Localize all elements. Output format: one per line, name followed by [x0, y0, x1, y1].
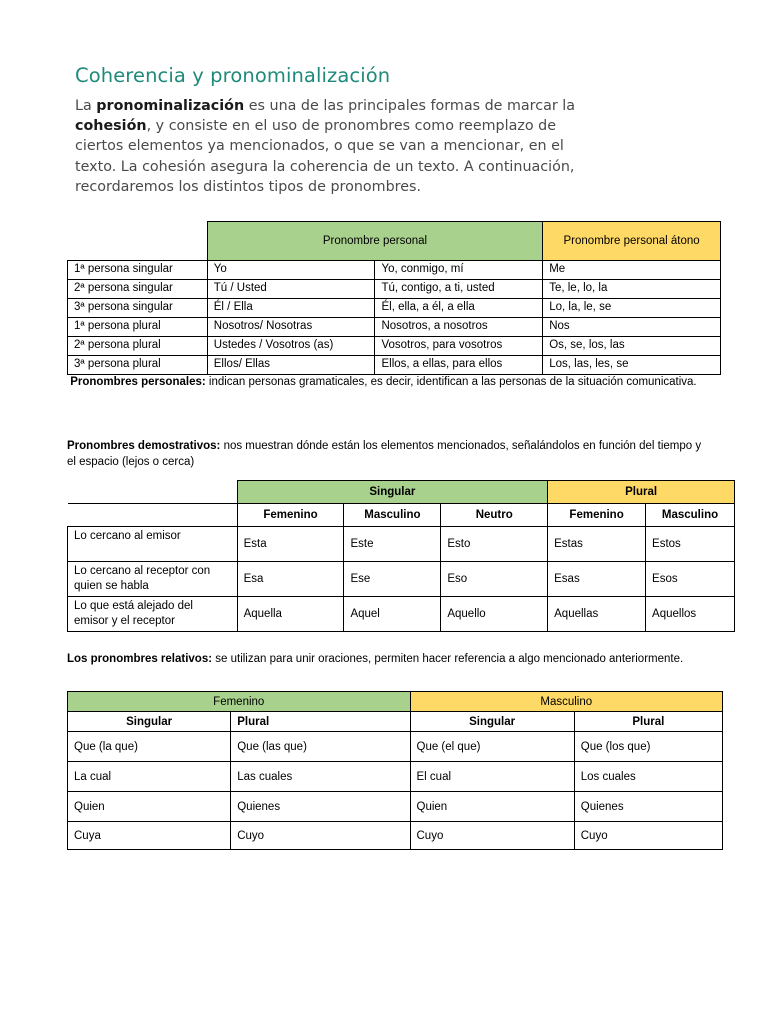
atonic-cell: Te, le, lo, la: [543, 280, 721, 299]
persona-cell: 1ª persona plural: [68, 318, 208, 337]
table-row: [68, 732, 723, 762]
header-pronombre-atono: Pronombre personal átono: [543, 222, 721, 261]
table-header-row: [68, 222, 721, 261]
table-cell: Quienes: [231, 792, 410, 822]
group-masculino: Masculino: [410, 692, 723, 712]
table-row: [68, 318, 721, 337]
table-cell: Aquello: [441, 597, 548, 632]
table-cell: Esos: [646, 562, 735, 597]
column-header: Masculino: [646, 504, 735, 527]
table-header-row: [68, 504, 735, 527]
section-term: Los pronombres relativos:: [67, 653, 213, 665]
table-row: [68, 822, 723, 850]
personales-description: [67, 374, 707, 390]
table-row: [68, 356, 721, 375]
section-text: nos muestran dónde están los elementos mencionados, señalándolos en función del tiempo y el espacio (lejos o cerca): [67, 440, 702, 468]
table-cell: Esas: [548, 562, 646, 597]
table-row: [68, 337, 721, 356]
section-term: Pronombres personales:: [70, 376, 206, 388]
atonic-cell: Os, se, los, las: [543, 337, 721, 356]
tonic-cell: Nosotros, a nosotros: [375, 318, 543, 337]
column-header: Plural: [231, 712, 410, 732]
table-cell: Quien: [410, 792, 574, 822]
persona-cell: 2ª persona singular: [68, 280, 208, 299]
intro-term: pronominalización: [96, 98, 245, 114]
intro-text: , y consiste en el uso de pronombres como reemplazo de ciertos elementos ya mencionados, o que se van a mencionar, en el texto. La cohesión asegura la coherencia de un texto. A continuación, recordaremos los distintos tipos de pronombres.: [75, 118, 575, 195]
relativos-description: [67, 651, 707, 667]
pronoun-cell: Ustedes / Vosotros (as): [207, 337, 375, 356]
row-label: Lo que está alejado del emisor y el receptor: [68, 597, 238, 632]
table-cell: Que (los que): [574, 732, 722, 762]
table-cell: Eso: [441, 562, 548, 597]
table-row: [68, 762, 723, 792]
atonic-cell: Lo, la, le, se: [543, 299, 721, 318]
table-row: [68, 562, 735, 597]
table-cell: Cuyo: [410, 822, 574, 850]
section-term: Pronombres demostrativos:: [67, 440, 221, 452]
table-cell: Esa: [237, 562, 344, 597]
intro-paragraph: [75, 96, 595, 197]
table-cell: El cual: [410, 762, 574, 792]
empty-cell: [68, 504, 238, 527]
empty-cell: [68, 222, 208, 261]
table-cell: Cuya: [68, 822, 231, 850]
persona-cell: 2ª persona plural: [68, 337, 208, 356]
persona-cell: 1ª persona singular: [68, 261, 208, 280]
table-cell: Estos: [646, 527, 735, 562]
column-header: Singular: [410, 712, 574, 732]
group-plural: Plural: [548, 481, 735, 504]
table-row: [68, 299, 721, 318]
personal-pronouns-table: [67, 221, 721, 375]
table-cell: Aquel: [344, 597, 441, 632]
table-cell: Cuyo: [574, 822, 722, 850]
table-row: [68, 597, 735, 632]
table-row: [68, 280, 721, 299]
table-cell: Ese: [344, 562, 441, 597]
section-text: indican personas gramaticales, es decir, identifican a las personas de la situación comunicativa.: [205, 376, 697, 388]
table-cell: Esto: [441, 527, 548, 562]
column-header: Femenino: [237, 504, 344, 527]
column-header: Plural: [574, 712, 722, 732]
table-row: [68, 261, 721, 280]
pronoun-cell: Nosotros/ Nosotras: [207, 318, 375, 337]
row-label: Lo cercano al receptor con quien se habla: [68, 562, 238, 597]
table-cell: Las cuales: [231, 762, 410, 792]
table-cell: Quienes: [574, 792, 722, 822]
table-cell: Aquellas: [548, 597, 646, 632]
table-cell: Estas: [548, 527, 646, 562]
intro-text: La: [75, 98, 97, 114]
column-header: Femenino: [548, 504, 646, 527]
table-cell: La cual: [68, 762, 231, 792]
atonic-cell: Nos: [543, 318, 721, 337]
row-label: Lo cercano al emisor: [68, 527, 238, 562]
relative-pronouns-table: [67, 691, 723, 850]
tonic-cell: Yo, conmigo, mí: [375, 261, 543, 280]
table-cell: Que (el que): [410, 732, 574, 762]
column-header: Singular: [68, 712, 231, 732]
table-cell: Quien: [68, 792, 231, 822]
table-cell: Cuyo: [231, 822, 410, 850]
table-row: [68, 527, 735, 562]
intro-term: cohesión: [75, 118, 147, 135]
tonic-cell: Él, ella, a él, a ella: [375, 299, 543, 318]
table-cell: Los cuales: [574, 762, 722, 792]
column-header: Neutro: [441, 504, 548, 527]
pronoun-cell: Ellos/ Ellas: [207, 356, 375, 375]
table-group-row: [68, 692, 723, 712]
group-femenino: Femenino: [68, 692, 411, 712]
demostrativos-description: [67, 438, 707, 470]
table-row: [68, 792, 723, 822]
column-header: Masculino: [344, 504, 441, 527]
section-text: se utilizan para unir oraciones, permiten hacer referencia a algo mencionado anteriormente.: [212, 653, 684, 665]
table-cell: Que (las que): [231, 732, 410, 762]
table-cell: Aquellos: [646, 597, 735, 632]
table-cell: Este: [344, 527, 441, 562]
intro-text: es una de las principales formas de marcar la: [244, 98, 576, 114]
tonic-cell: Tú, contigo, a ti, usted: [375, 280, 543, 299]
group-singular: Singular: [237, 481, 548, 504]
persona-cell: 3ª persona plural: [68, 356, 208, 375]
empty-cell: [68, 481, 238, 504]
table-header-row: [68, 712, 723, 732]
tonic-cell: Ellos, a ellas, para ellos: [375, 356, 543, 375]
table-cell: Aquella: [237, 597, 344, 632]
atonic-cell: Los, las, les, se: [543, 356, 721, 375]
demonstrative-pronouns-table: [67, 480, 735, 632]
pronoun-cell: Él / Ella: [207, 299, 375, 318]
pronoun-cell: Tú / Usted: [207, 280, 375, 299]
atonic-cell: Me: [543, 261, 721, 280]
page-title: Coherencia y pronominalización: [75, 64, 391, 87]
table-group-row: [68, 481, 735, 504]
header-pronombre-personal: Pronombre personal: [207, 222, 542, 261]
tonic-cell: Vosotros, para vosotros: [375, 337, 543, 356]
pronoun-cell: Yo: [207, 261, 375, 280]
table-cell: Esta: [237, 527, 344, 562]
table-cell: Que (la que): [68, 732, 231, 762]
persona-cell: 3ª persona singular: [68, 299, 208, 318]
